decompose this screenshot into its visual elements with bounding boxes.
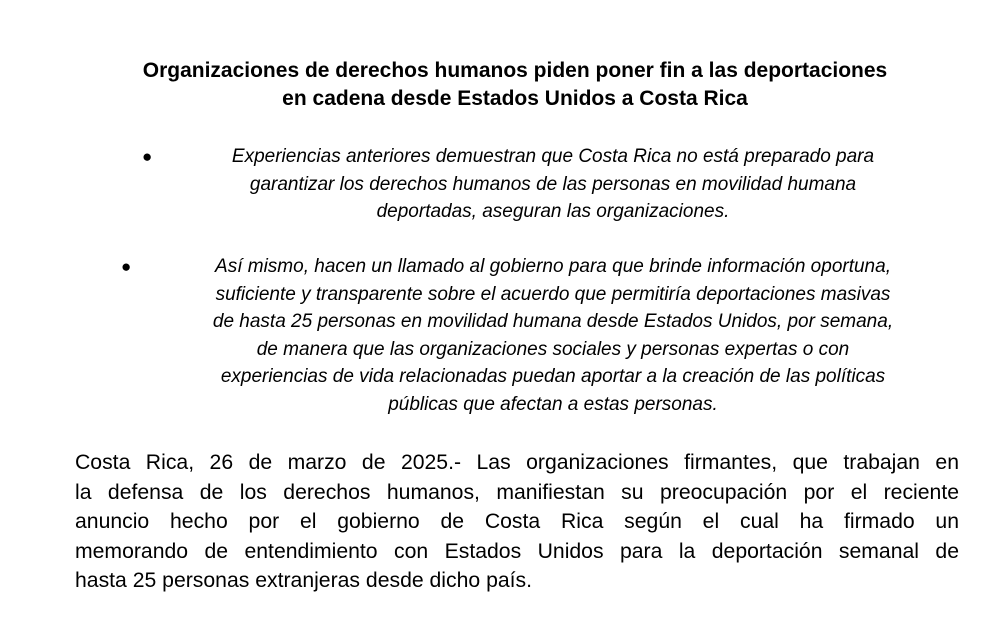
paragraph-line: Costa Rica, 26 de marzo de 2025.- Las organizaciones firmantes, que trabajan en	[75, 451, 959, 474]
bullet-line: de hasta 25 personas en movilidad humana desde Estados Unidos, por semana,	[212, 311, 894, 332]
paragraph-line: hasta 25 personas extranjeras desde dicho país.	[75, 569, 533, 592]
bullet-marker: ●	[121, 257, 132, 276]
bullet-line: Así mismo, hacen un llamado al gobierno para que brinde información oportuna,	[215, 256, 891, 277]
title-line: en cadena desde Estados Unidos a Costa Rica	[282, 87, 748, 110]
bullet-line: experiencias de vida relacionadas puedan aportar a la creación de las políticas	[220, 366, 886, 387]
bullet-item	[121, 253, 958, 418]
bullet-line: públicas que afectan a estas personas.	[388, 393, 718, 415]
paragraph-line: memorando de entendimiento con Estados Unidos para la deportación semanal de	[75, 539, 959, 563]
bullet-marker: ●	[142, 147, 153, 166]
bullet-line: garantizar los derechos humanos de las personas en movilidad humana	[249, 173, 857, 195]
bullet-line: suficiente y transparente sobre el acuerdo que permitiría deportaciones masivas	[215, 283, 891, 305]
bullet-line: de manera que las organizaciones sociales y personas expertas o con	[256, 338, 850, 360]
bullet-item	[142, 143, 938, 226]
paragraph-line: la defensa de los derechos humanos, manifiestan su preocupación por el reciente	[75, 480, 959, 504]
bullet-line: deportadas, aseguran las organizaciones.	[376, 201, 730, 222]
paragraph-line: anuncio hecho por el gobierno de Costa Rica según el cual ha firmado un	[75, 510, 959, 533]
body-paragraph	[75, 448, 959, 596]
title-line: Organizaciones de derechos humanos piden poner fin a las deportaciones	[142, 59, 888, 82]
bullet-line: Experiencias anteriores demuestran que Costa Rica no está preparado para	[231, 146, 875, 167]
document-title	[60, 57, 970, 113]
